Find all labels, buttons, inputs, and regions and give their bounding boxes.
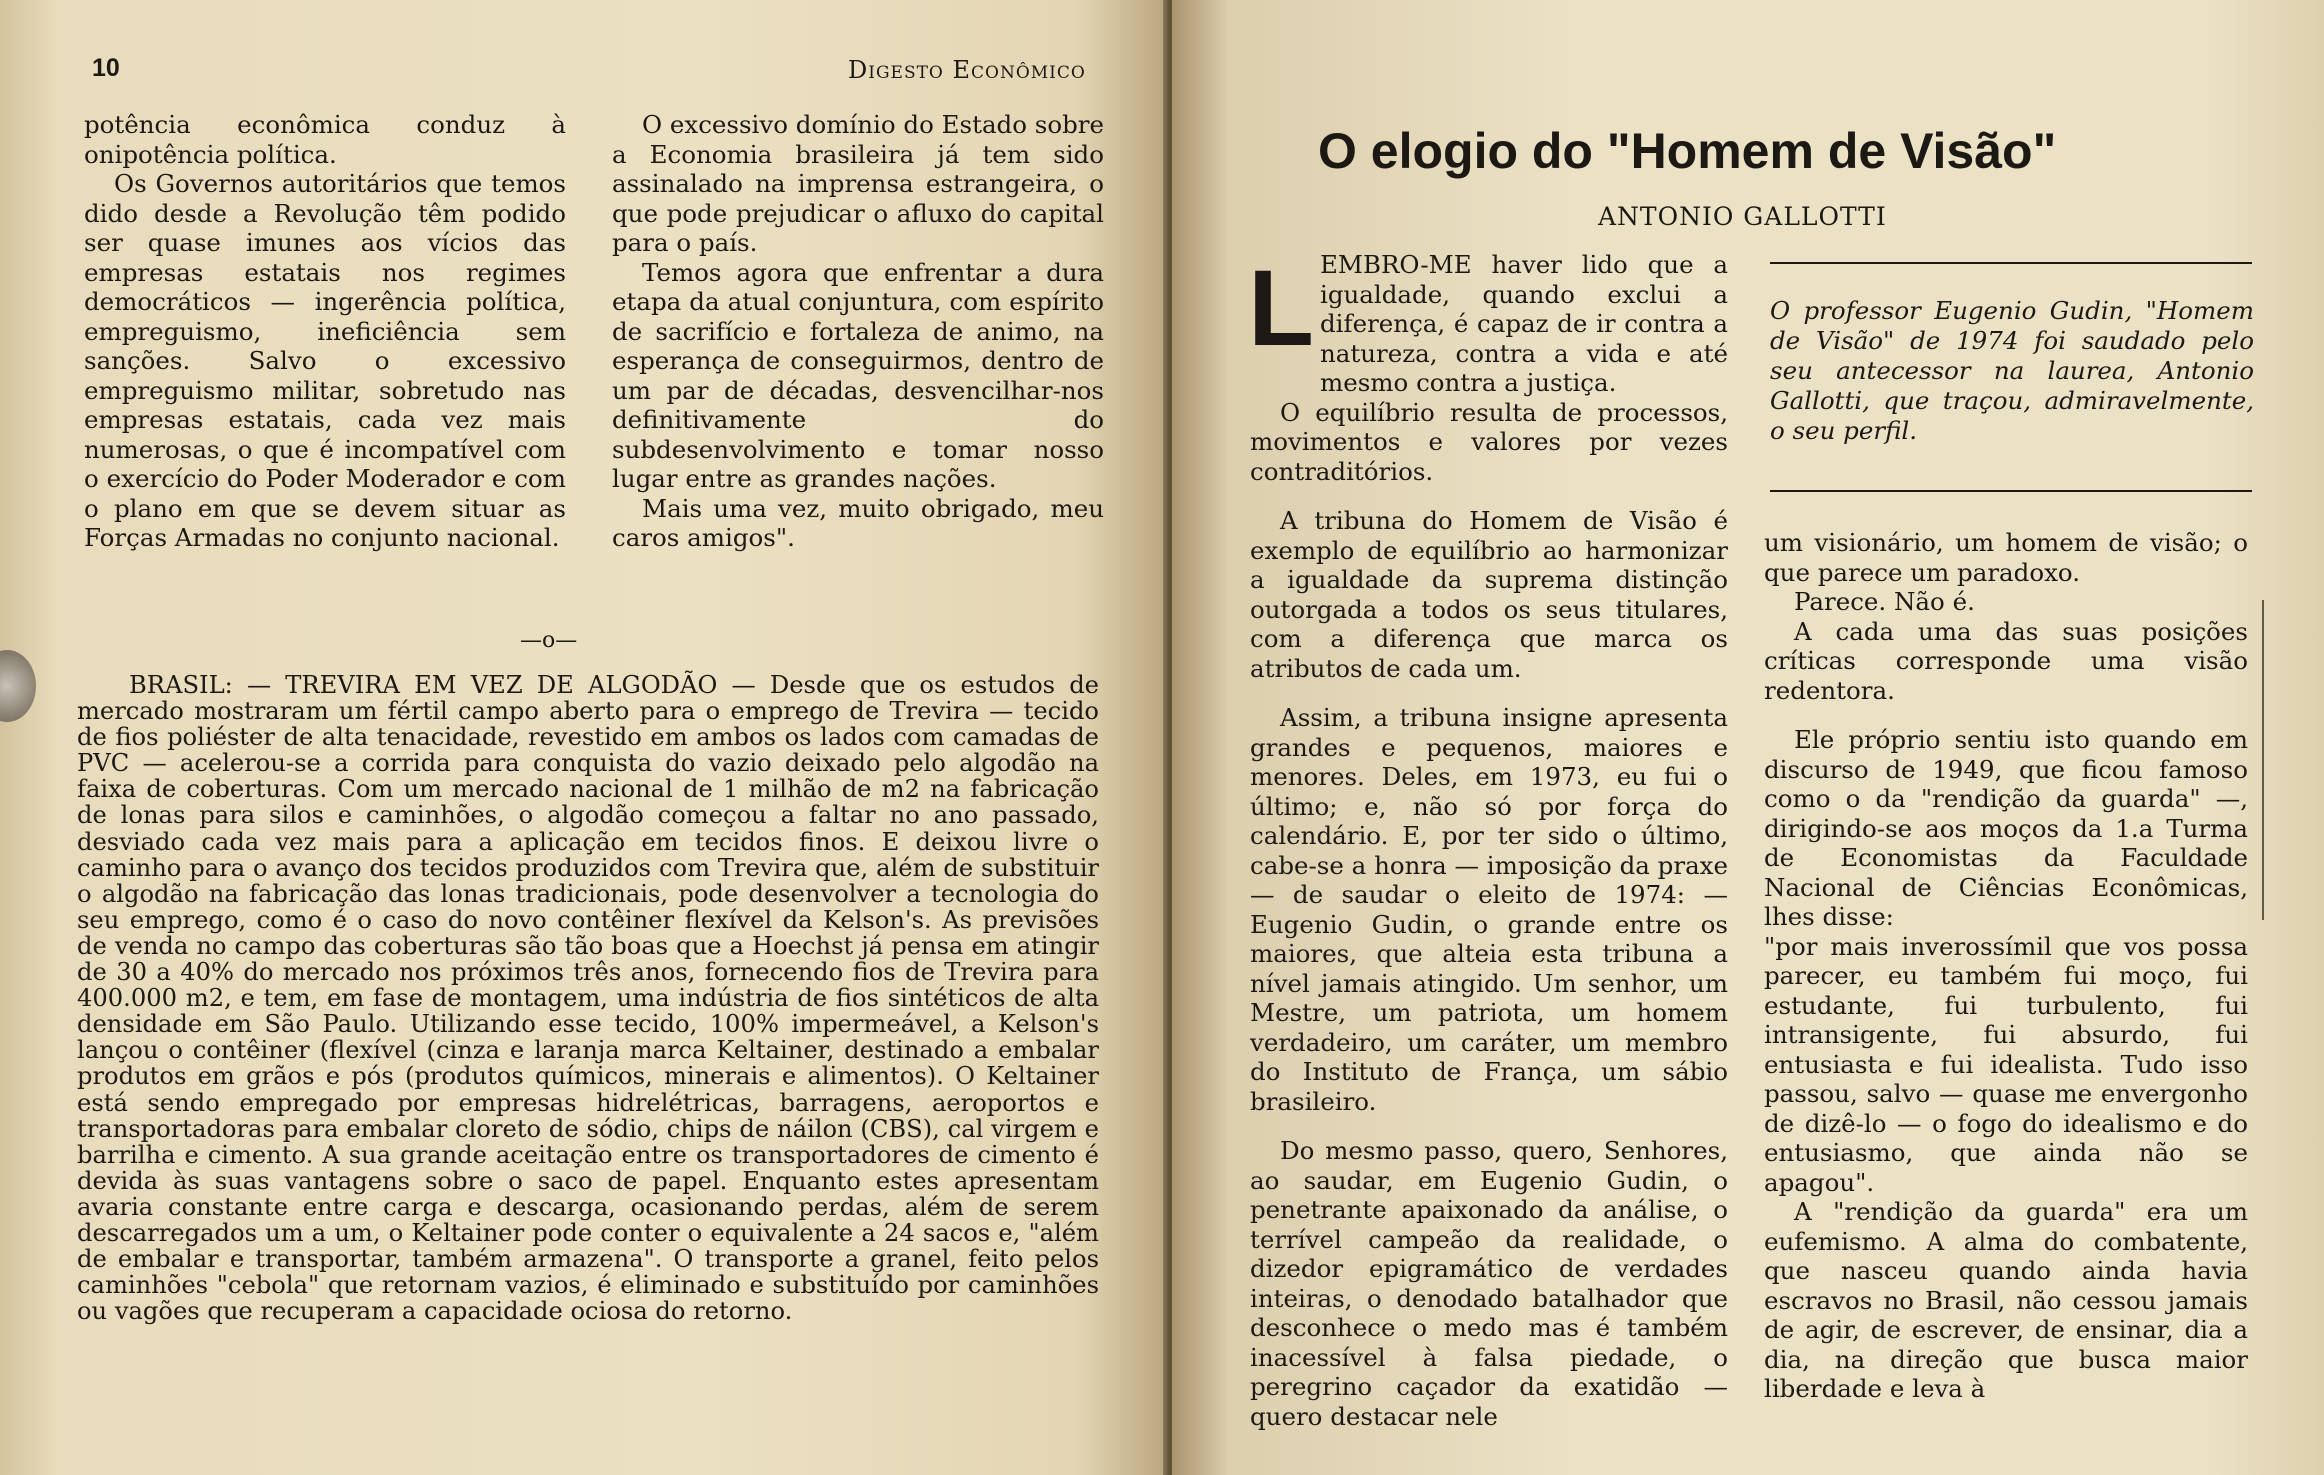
drop-cap: L bbox=[1248, 247, 1314, 368]
left-column-2 bbox=[612, 110, 1104, 553]
paragraph: O excessivo domínio do Estado sobre a Economia brasileira já tem sido assinalado na imprensa estrangeira, o que pode prejudicar o afluxo do capital para o país. bbox=[612, 110, 1104, 257]
paragraph: potência econômica conduz à onipotência política. bbox=[84, 110, 566, 169]
paragraph: Temos agora que enfrentar a dura etapa da atual conjuntura, com espírito de sacrifício e fortaleza de animo, na esperança de conseguirmos, dentro de um par de décadas, desvencilhar-nos definitivamente do subdesenvolvimento e tomar nosso lugar entre as grandes nações. bbox=[612, 257, 1104, 493]
section-separator: —o— bbox=[520, 628, 578, 653]
paragraph: A "rendição da guarda" era um eufemismo. A alma do combatente, que nasceu quando ainda havia escravos no Brasil, não cessou jamais de agir, de escrever, de ensinar, dia a dia, na direção que busca maior liberdade e leva à bbox=[1764, 1197, 2248, 1403]
paragraph: Parece. Não é. bbox=[1794, 587, 1975, 616]
page-number: 10 bbox=[92, 54, 120, 82]
paragraph: O equilíbrio resulta de processos, movimentos e valores por vezes contraditórios. bbox=[1250, 397, 1728, 486]
article-author: ANTONIO GALLOTTI bbox=[1598, 202, 1887, 231]
paragraph: Ele próprio sentiu isto quando em discurso de 1949, que ficou famoso como o da "rendição da guarda" —, dirigindo-se aos moços da 1.a Turma de Economistas da Faculdade Nacional de Ciências Econômicas, lhes disse: bbox=[1764, 725, 2248, 931]
article-abstract: O professor Eugenio Gudin, "Homem de Visão" de 1974 foi saudado pelo seu antecessor na laurea, Antonio Gallotti, que traçou, admiravelmente, o seu perfil. bbox=[1770, 296, 2254, 445]
binding-hole bbox=[0, 650, 36, 722]
article-title: O elogio do "Homem de Visão" bbox=[1318, 123, 2057, 179]
paragraph: A cada uma das suas posições críticas corresponde uma visão redentora. bbox=[1764, 616, 2248, 705]
paragraph: Assim, a tribuna insigne apresenta grandes e pequenos, maiores e menores. Deles, em 1973, eu fui o último; e, não só por força do calendário. E, por ter sido o último, cabe-se a honra — imposição da praxe — de saudar o eleito de 1974: — Eugenio Gudin, o grande entre os maiores, que alteia esta tribuna a nível jamais atingido. Um senhor, um Mestre, um patriota, um homem verdadeiro, um caráter, um membro do Instituto de França, um sábio brasileiro. bbox=[1250, 703, 1728, 1116]
running-head: Digesto Econômico bbox=[848, 56, 1086, 84]
paragraph: Do mesmo passo, quero, Senhores, ao saudar, em Eugenio Gudin, o penetrante apaixonado da análise, o terrível campeão da realidade, o dizedor epigramático de verdades inteiras, o denodado batalhador que desconhece o medo mas é também inacessível à falsa piedade, o peregrino caçador da exatidão — quero destacar nele bbox=[1250, 1136, 1728, 1431]
paragraph: um visionário, um homem de visão; o que parece um paradoxo. bbox=[1764, 528, 2248, 587]
margin-mark bbox=[2262, 600, 2264, 920]
paragraph: Mais uma vez, muito obrigado, meu caros amigos". bbox=[612, 493, 1104, 552]
paragraph: A tribuna do Homem de Visão é exemplo de equilíbrio ao harmonizar a igualdade da suprema distinção outorgada a todos os seus titulares, com a diferença que marca os atributos de cada um. bbox=[1250, 506, 1728, 683]
left-column-1 bbox=[84, 110, 566, 553]
abstract-top-rule bbox=[1770, 262, 2252, 264]
paragraph: Os Governos autoritários que temos dido desde a Revolução têm podido ser quase imunes aos vícios das empresas estatais nos regimes democráticos — ingerência política, empreguismo, ineficiência sem sanções. Salvo o excessivo empreguismo militar, sobretudo nas empresas estatais, cada vez mais numerosas, o que é incompatível com o exercício do Poder Moderador e com o plano em que se devem situar as Forças Armadas no conjunto nacional. bbox=[84, 169, 566, 552]
brasil-trevira-article: BRASIL: — TREVIRA EM VEZ DE ALGODÃO — Desde que os estudos de mercado mostraram um fértil campo aberto para o emprego de Trevira — tecido de fios poliéster de alta tenacidade, revestido em ambos os lados com camadas de PVC — acelerou-se a corrida para conquista do vazio deixado pelo algodão na faixa de coberturas. Com um mercado nacional de 1 milhão de m2 na fabricação de lonas para silos e caminhões, o algodão começou a faltar no ano passado, desviado cada vez mais para a aplicação em tecidos finos. E deixou livre o caminho para o avanço dos tecidos produzidos com Trevira que, além de substituir o algodão na fabricação das lonas tradicionais, pode desenvolver a tecnologia do seu emprego, como é o caso do novo contêiner flexível da Kelson's. As previsões de venda no campo das coberturas são tão boas que a Hoechst já pensa em atingir de 30 a 40% do mercado nos próximos três anos, fornecendo fios de Trevira para 400.000 m2, e tem, em fase de montagem, uma indústria de fios sintéticos de alta densidade em São Paulo. Utilizando esse tecido, 100% impermeável, a Kelson's lançou o contêiner (flexível (cinza e laranja marca Keltainer, destinado a embalar produtos em grãos e pós (produtos químicos, minerais e alimentos). O Keltainer está sendo empregado por empresas hidrelétricas, barragens, aeroportos e transportadoras para embalar cloreto de sódio, chips de náilon (CBS), cal virgem e barrilha e cimento. A sua grande aceitação entre os transportadores de cimento é devida às suas vantagens sobre o saco de papel. Enquanto estes apresentam avaria constante entre carga e descarga, ocasionando perdas, além de serem descarregados um a um, o Keltainer pode conter o equivalente a 24 sacos e, "além de embalar e transportar, também armazena". O transporte a granel, feito pelos caminhões "cebola" que retornam vazios, é eliminado e substituído por caminhões ou vagões que recuperam a capacidade ociosa do retorno. bbox=[77, 671, 1099, 1326]
right-column-b bbox=[1764, 528, 2248, 1404]
paragraph: EMBRO-ME haver lido que a igualdade, quando exclui a diferença, é capaz de ir contra a natureza, contra a vida e até mesmo contra a justiça. bbox=[1320, 250, 1728, 397]
abstract-bottom-rule bbox=[1770, 490, 2252, 492]
quotation: "por mais inverossímil que vos possa parecer, eu também fui moço, fui estudante, fui turbulento, fui intransigente, fui absurdo, fui entusiasta e fui idealista. Tudo isso passou, salvo — quase me envergonho de dizê-lo — o fogo do idealismo e do entusiasmo, que ainda não se apagou". bbox=[1764, 931, 2248, 1197]
right-column-a bbox=[1248, 247, 1728, 1431]
